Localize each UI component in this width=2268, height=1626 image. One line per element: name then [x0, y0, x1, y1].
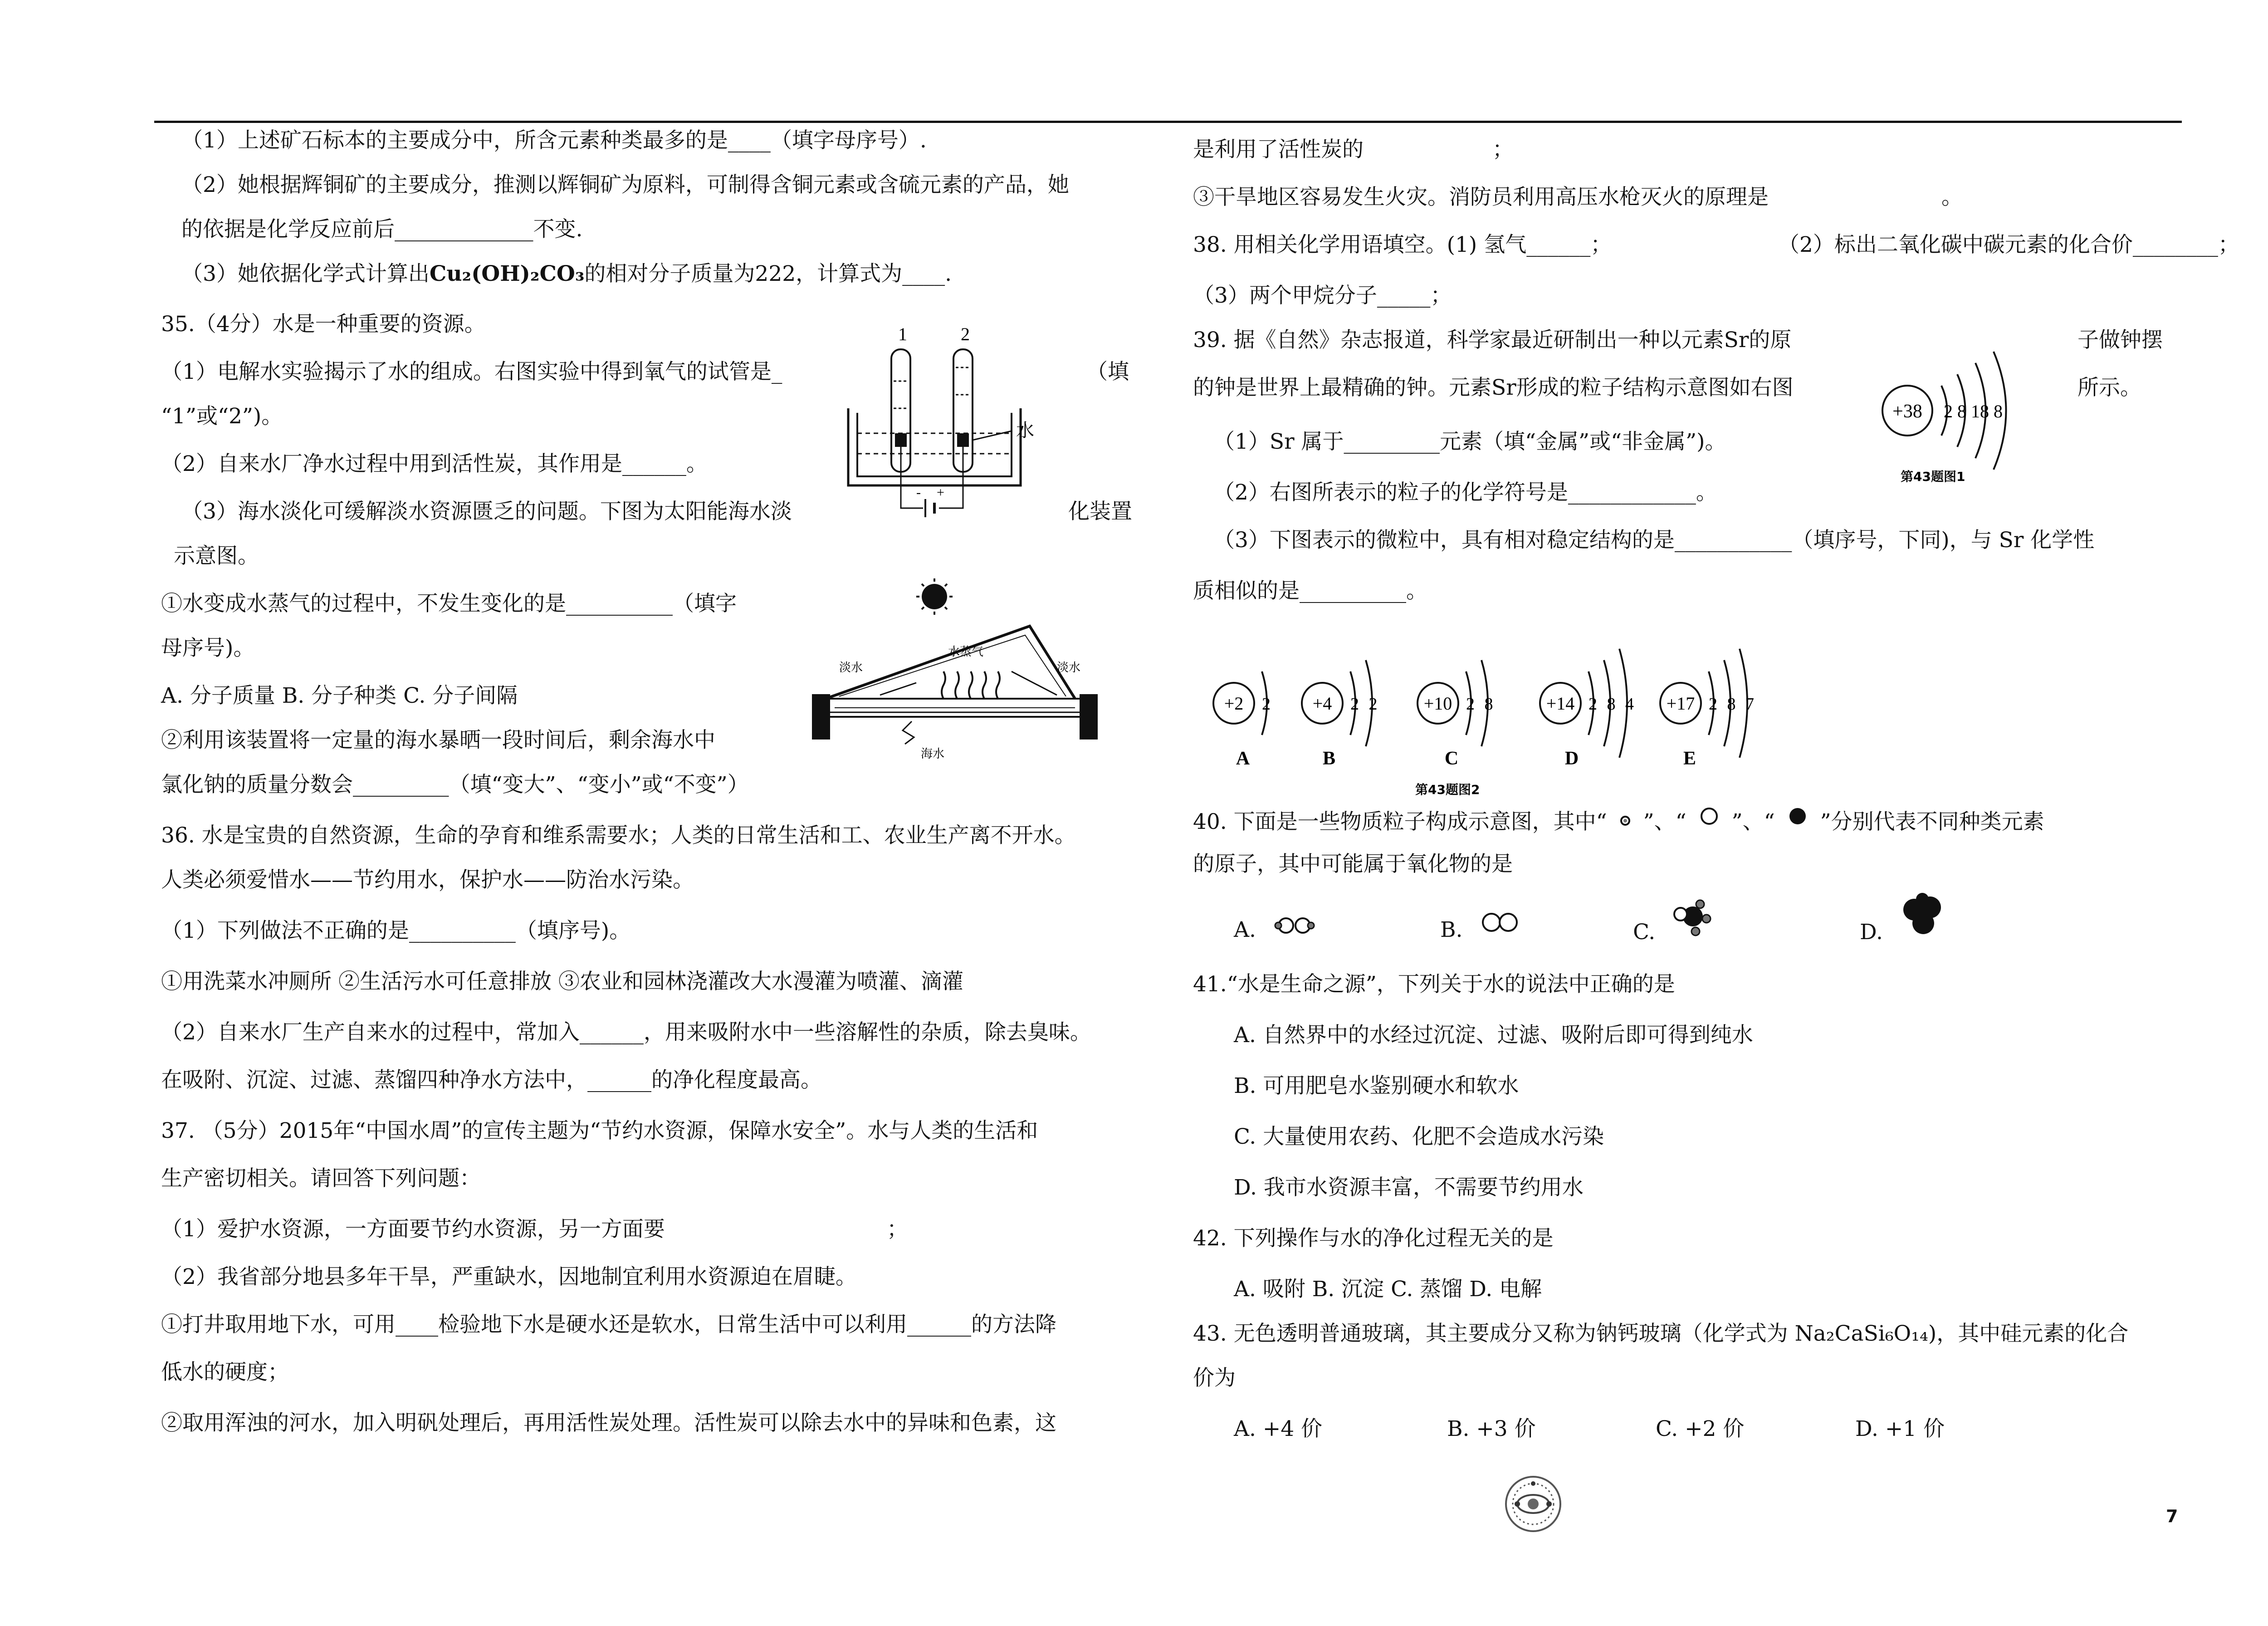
q41-option-c: C. 大量使用农药、化肥不会造成水污染 [1234, 1124, 1604, 1149]
q34-part2: （2）她根据辉铜矿的主要成分，推测以辉铜矿为原料，可制得含铜元素或含硫元素的产品，她 [181, 172, 1069, 197]
atom-shell-electrons: 2 8 [1466, 695, 1496, 714]
q35-part3-end: 化装置 [1068, 499, 1132, 524]
q39-title-cont: 的钟是世界上最精确的钟。元素Sr形成的粒子结构示意图如右图 [1193, 375, 1794, 400]
q43-option-c: C. +2 价 [1656, 1416, 1745, 1441]
atom-diagram-d [1540, 649, 1637, 769]
atoms-figure-caption: 第43题图2 [1415, 782, 1480, 797]
q43-option-a: A. +4 价 [1234, 1416, 1323, 1441]
atom-diagram-a [1213, 671, 1273, 769]
atom-option-label: A [1236, 748, 1250, 769]
q40-title-text: 40. 下面是一些物质粒子构成示意图，其中“ [1193, 809, 1607, 834]
q38-part2: （2）标出二氧化碳中碳元素的化合价________； [1778, 232, 2239, 257]
q40-sep1: ”、“ [1643, 809, 1686, 834]
q37-sub2: ②取用浑浊的河水，加入明矾处理后，再用活性炭处理。活性炭可以除去水中的异味和色素，这 [161, 1411, 1056, 1435]
q34-part1: （1）上述矿石标本的主要成分中，所含元素种类最多的是____（填字母序号）. [181, 128, 927, 153]
q39-part3: （3）下图表示的微粒中，具有相对稳定结构的是___________（填序号，下同)，与 Sr 化学性 [1213, 528, 2095, 553]
q40-option-b-molecule [1474, 905, 1529, 941]
atom-diagram-b [1302, 660, 1380, 769]
q43-title-cont: 价为 [1193, 1366, 1236, 1391]
atom-nucleus-charge: +2 [1224, 693, 1244, 714]
q39-title-end: 子做钟摆 [2077, 328, 2163, 353]
q41-option-b: B. 可用肥皂水鉴别硬水和软水 [1234, 1073, 1519, 1098]
q40-option-d-label: D. [1860, 920, 1883, 945]
atom-option-label: E [1683, 748, 1696, 769]
q39-part1: （1）Sr 属于_________元素（填“金属”或“非金属”)。 [1213, 429, 1726, 454]
atom-shell-electrons: 2 8 7 [1709, 695, 1757, 714]
q35-sub1: ①水变成水蒸气的过程中，不发生变化的是__________（填字 [161, 591, 737, 616]
q35-options: A. 分子质量 B. 分子种类 C. 分子间隔 [161, 683, 518, 708]
q37-sub3: ③干旱地区容易发生火灾。消防员利用高压水枪灭火的原理是 [1193, 185, 1769, 210]
q36-part2-cont: 在吸附、沉淀、过滤、蒸馏四种净水方法中，______的净化程度最高。 [161, 1068, 822, 1092]
atom-shell-electrons: 2 2 [1350, 695, 1380, 714]
q34-part2-cont: 的依据是化学反应前后_____________不变. [181, 217, 583, 242]
tube-2-label: 2 [961, 324, 970, 344]
fresh-water-right-label: 淡水 [1057, 661, 1081, 675]
sr-electron-shells: 2 8 18 8 [1944, 401, 2003, 421]
atom-option-label: C [1444, 748, 1459, 769]
q37-part1-end: ； [887, 1217, 908, 1242]
q43-option-b: B. +3 价 [1447, 1416, 1536, 1441]
q36-statements: ①用洗菜水冲厕所 ②生活污水可任意排放 ③农业和园林浇灌改大水漫灌为喷灌、滴灌 [161, 969, 963, 994]
q37-title: 37. （5分）2015年“中国水周”的宣传主题为“节约水资源，保障水安全”。水与人类的生活和 [161, 1118, 1038, 1143]
q35-sub2: ②利用该装置将一定量的海水暴晒一段时间后，剩余海水中 [161, 728, 715, 753]
q40-title-cont: 的原子，其中可能属于氧化物的是 [1193, 852, 1513, 877]
plus-label: + [937, 485, 944, 500]
solar-desalination-figure [812, 576, 1129, 767]
q35-part3: （3）海水淡化可缓解淡水资源匮乏的问题。下图为太阳能海水淡 [181, 499, 792, 524]
atom-nucleus-charge: +4 [1312, 693, 1332, 714]
atom-nucleus-charge: +17 [1666, 693, 1695, 714]
atom-nucleus-charge: +14 [1546, 693, 1575, 714]
small-gray-atom-icon [1614, 811, 1637, 829]
atom-structures-svg [1198, 640, 1833, 803]
sr-figure-caption: 第43题图1 [1901, 469, 1965, 484]
q35-part1: （1）电解水实验揭示了水的组成。右图实验中得到氧气的试管是_ [161, 359, 782, 384]
footer-atom-logo-icon [1497, 1474, 1569, 1533]
q35-part1-cont: “1”或“2”)。 [161, 404, 283, 429]
atom-shell-electrons: 2 8 4 [1589, 695, 1637, 714]
q36-part1: （1）下列做法不正确的是__________（填序号)。 [161, 918, 631, 943]
q37-sub2-end: ； [1492, 137, 1514, 162]
atom-option-label: B [1322, 748, 1336, 769]
q39-title-cont-end: 所示。 [2077, 375, 2141, 400]
q35-sub2-cont: 氯化钠的质量分数会_________（填“变大”、“变小”或“不变”） [161, 772, 749, 797]
sr-atom-structure-figure [1873, 349, 2055, 499]
atom-diagram-e [1660, 649, 1757, 769]
q35-part3-cont: 示意图。 [174, 544, 259, 568]
q42-title: 42. 下列操作与水的净化过程无关的是 [1193, 1226, 1554, 1251]
atom-option-label: D [1564, 748, 1579, 769]
q43-option-d: D. +1 价 [1855, 1416, 1945, 1441]
q39-title: 39. 据《自然》杂志报道，科学家最近研制出一种以元素Sr的原 [1193, 328, 1792, 353]
page-number: 7 [2166, 1506, 2178, 1526]
q36-title: 36. 水是宝贵的自然资源，生命的孕育和维系需要水；人类的日常生活和工、农业生产离不开水。 [161, 823, 1076, 848]
q40-sep2: ”、“ [1731, 809, 1775, 834]
q35-title: 35.（4分）水是一种重要的资源。 [161, 312, 486, 337]
q42-options: A. 吸附 B. 沉淀 C. 蒸馏 D. 电解 [1234, 1277, 1542, 1302]
q37-title-cont: 生产密切相关。请回答下列问题： [161, 1166, 481, 1191]
water-label: 水 [1016, 420, 1034, 441]
q40-option-d-molecule [1892, 889, 1950, 939]
q41-option-a: A. 自然界中的水经过沉淀、过滤、吸附后即可得到纯水 [1234, 1023, 1753, 1048]
q40-title [1193, 806, 2044, 836]
electrolysis-apparatus-figure [844, 318, 1057, 517]
filled-atom-icon [1782, 806, 1813, 829]
minus-label: - [916, 485, 921, 500]
q41-option-d: D. 我市水资源丰富，不需要节约用水 [1234, 1175, 1584, 1200]
q41-title: 41.“水是生命之源”，下列关于水的说法中正确的是 [1193, 972, 1675, 997]
q36-title-cont: 人类必须爱惜水——节约用水，保护水——防治水污染。 [161, 867, 694, 892]
header-rule [154, 121, 2182, 123]
q34-part3-text: （3）她依据化学式计算出 [181, 261, 430, 286]
q34-formula: Cu₂(OH)₂CO₃ [429, 261, 585, 286]
atom-shell-electrons: 2 [1262, 695, 1273, 714]
atom-nucleus-charge: +10 [1423, 693, 1452, 714]
tube-1-label: 1 [898, 324, 907, 344]
q40-option-c-molecule [1665, 891, 1724, 941]
q35-part2: （2）自来水厂净水过程中用到活性炭，其作用是______。 [161, 451, 708, 476]
fresh-water-left-label: 淡水 [839, 661, 863, 675]
q34-part3 [181, 260, 952, 288]
q39-part3-cont: 质相似的是__________。 [1193, 578, 1427, 603]
q37-sub2-cont: 是利用了活性炭的 [1193, 137, 1364, 162]
q38-title: 38. 用相关化学用语填空。(1) 氢气______； [1193, 232, 1612, 257]
q40-option-b-label: B. [1440, 917, 1463, 942]
vapor-label: 水蒸气 [948, 645, 984, 659]
q40-title-end: ”分别代表不同种类元素 [1820, 809, 2044, 834]
sr-nucleus-charge: +38 [1892, 401, 1922, 422]
q37-sub3-end: 。 [1941, 185, 1963, 210]
q35-part1-fill: （填 [1086, 359, 1129, 384]
q40-option-a-molecule [1270, 907, 1325, 944]
sea-water-label: 海水 [921, 747, 945, 761]
q35-sub1-cont: 母序号)。 [161, 636, 255, 661]
open-atom-icon [1693, 806, 1725, 829]
q34-part3-text-end: 的相对分子质量为222，计算式为____. [584, 261, 952, 286]
q39-part2: （2）右图所表示的粒子的化学符号是____________。 [1213, 480, 1717, 505]
q37-part1: （1）爱护水资源，一方面要节约水资源，另一方面要 [161, 1217, 665, 1242]
q40-option-a-label: A. [1234, 917, 1256, 942]
q43-title: 43. 无色透明普通玻璃，其主要成分又称为钠钙玻璃（化学式为 Na₂CaSi₆O₁₄)，其中硅元素的化合 [1193, 1321, 2129, 1346]
atom-diagram-c [1418, 660, 1496, 769]
q36-part2: （2）自来水厂生产自来水的过程中，常加入______，用来吸附水中一些溶解性的杂质，除去臭味。 [161, 1020, 1091, 1045]
q37-sub1-cont: 低水的硬度； [161, 1360, 289, 1385]
q40-option-c-label: C. [1633, 920, 1656, 945]
q37-part2: （2）我省部分地县多年干旱，严重缺水，因地制宜利用水资源迫在眉睫。 [161, 1264, 857, 1289]
atom-structures-figure [1198, 640, 1833, 803]
q37-sub1: ①打井取用地下水，可用____检验地下水是硬水还是软水，日常生活中可以利用______的方法降 [161, 1312, 1056, 1337]
q38-part3: （3）两个甲烷分子_____； [1193, 283, 1452, 308]
